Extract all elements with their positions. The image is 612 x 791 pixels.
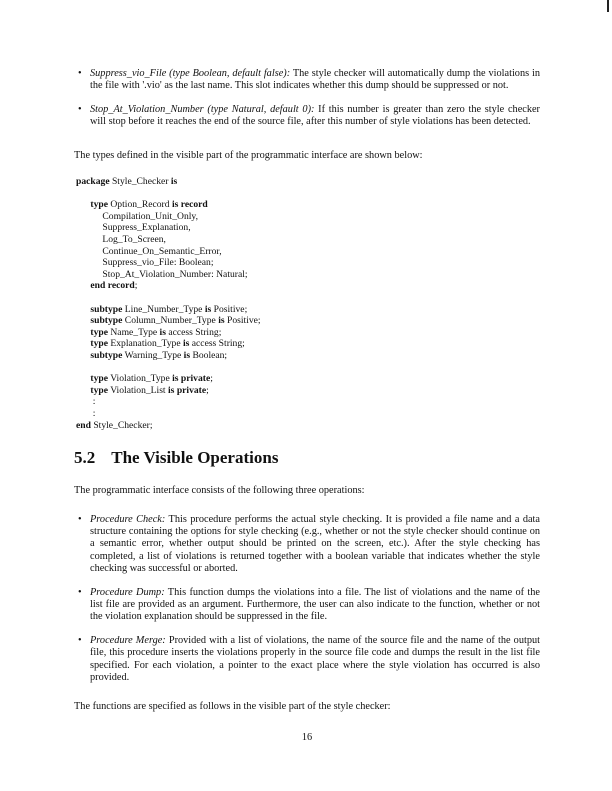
scan-mark xyxy=(607,0,609,12)
bullet-suppress-vio-file: • Suppress_vio_File (type Boolean, default false): The style checker will automatically dump the violations in the file with '.vio' as the last name. This slot indicates whether this dump should be suppressed or not. xyxy=(78,68,540,92)
bullet-text: Provided with a list of violations, the name of the source file and the name of the output file, this procedure inserts the violations properly in the source file code and dumps the result in the list file specified. For each violation, a pointer to the exact place where the style violation has occurred is also provided. xyxy=(90,634,540,683)
bullet-term: Procedure Check: xyxy=(90,513,166,525)
bullet-term: Stop_At_Violation_Number (type Natural, default 0): xyxy=(90,103,315,115)
bullet-term: Procedure Merge: xyxy=(90,634,166,646)
bullet-text: This procedure performs the actual style checking. It is provided a file name and a data structure containing the options for style checking (e.g., whether or not the style checker should continue on a semantic error, whether output should be printed on the screen, etc.). After the style checking has completed, a list of violations is returned together with a boolean variable that indicates whether the style checking was successful or aborted. xyxy=(90,513,540,575)
functions-intro: The functions are specified as follows in the visible part of the style checker: xyxy=(74,701,391,713)
bullet-text: If this number is greater than zero the style checker will stop before it reaches the end of the source file, after this number of style violations has been detected. xyxy=(90,103,540,128)
bullet-procedure-check: • Procedure Check: This procedure performs the actual style checking. It is provided a file name and a data structure containing the options for style checking (e.g., whether or not the style checker should continue on a semantic error, whether output should be printed on the screen, etc.). After the style checking has completed, a list of violations is returned together with a boolean variable that indicates whether the style checking was successful or aborted. xyxy=(78,513,540,575)
bullet-text: This function dumps the violations into a file. The list of violations and the name of the list file are provided as an argument. Furthermore, the user can also indicate to the function, whether or not the violation explanation should be suppressed in the file. xyxy=(90,586,540,623)
types-intro: The types defined in the visible part of the programmatic interface are shown below: xyxy=(74,149,423,161)
code-listing: package Style_Checker is type Option_Record is record Compilation_Unit_Only, Suppress_Explanation, Log_To_Screen, Continue_On_Semantic_Error, Suppress_vio_File: Boolean; Stop_At_Violation_Number: Natural; end record; subtype Line_Number_Type is Positive; subtype Column_Number_Type is Positive; type Name_Type is access String; type Explanation_Type is access String; subtype Warning_Type is Boolean; type Violation_Type is private; type Violation_List is private; : : end Style_Checker; xyxy=(76,176,261,431)
page-number: 16 xyxy=(301,731,313,743)
bullet-procedure-dump: • Procedure Dump: This function dumps the violations into a file. The list of violations and the name of the list file are provided as an argument. Furthermore, the user can also indicate to the function, whether or not the violation explanation should be suppressed in the file. xyxy=(78,586,540,623)
section-heading: 5.2 The Visible Operations xyxy=(74,448,279,468)
ops-intro: The programmatic interface consists of the following three operations: xyxy=(74,485,365,497)
bullet-procedure-merge: • Procedure Merge: Provided with a list of violations, the name of the source file and the name of the output file, this procedure inserts the violations properly in the source file code and dumps the result in the list file specified. For each violation, a pointer to the exact place where the style violation has occurred is also provided. xyxy=(78,634,540,683)
bullet-term: Procedure Dump: xyxy=(90,586,165,598)
bullet-text: The style checker will automatically dump the violations in the file with '.vio' as the last name. This slot indicates whether this dump should be suppressed or not. xyxy=(90,68,540,92)
bullet-term: Suppress_vio_File (type Boolean, default false): xyxy=(90,68,291,79)
bullet-stop-at-violation: • Stop_At_Violation_Number (type Natural, default 0): If this number is greater than zero the style checker will stop before it reaches the end of the source file, after this number of style violations has been detected. xyxy=(78,103,540,128)
